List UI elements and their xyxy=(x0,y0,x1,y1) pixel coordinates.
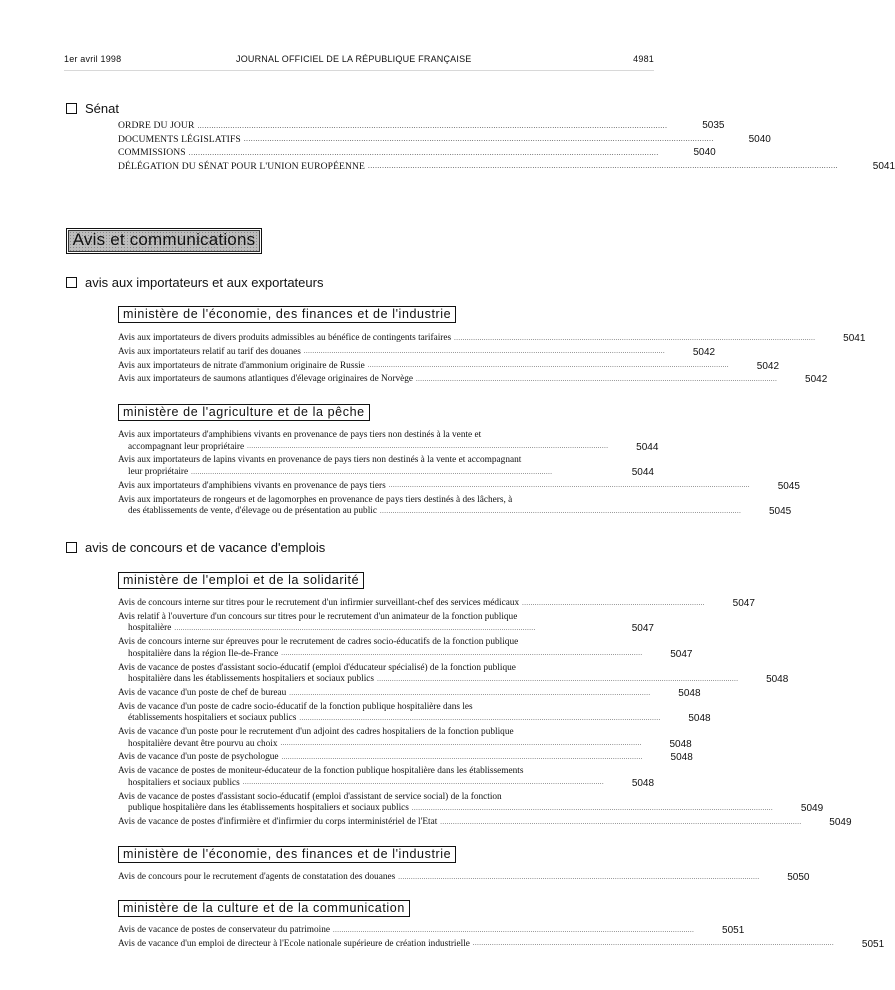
notice-text: Avis de vacance de postes de conservateur du patrimoine xyxy=(118,925,331,935)
notice-entry[interactable] xyxy=(118,333,866,345)
notice-entry[interactable] xyxy=(118,374,828,386)
notice-page: 5041 xyxy=(843,333,866,344)
journal-title: JOURNAL OFFICIEL DE LA RÉPUBLIQUE FRANÇAISE xyxy=(236,54,472,64)
notice-page: 5049 xyxy=(800,803,824,815)
notice-page: 5042 xyxy=(692,346,716,358)
notice-text: Avis relatif à l'ouverture d'un concours sur titres pour le recrutement d'un animateur de la fonction publique xyxy=(118,611,518,622)
concours-heading-text: avis de concours et de vacance d'emplois xyxy=(85,540,326,555)
notice-entry[interactable] xyxy=(118,455,654,478)
ministry-box: ministère de l'emploi et de la solidarité xyxy=(118,572,364,589)
notice-text: Avis de vacance d'un poste de chef de bureau xyxy=(118,687,287,698)
dot-leader: .......................................................................................................................................................................... xyxy=(388,482,750,490)
dot-leader: .......................................................................................................................................................................... xyxy=(411,804,774,812)
notice-entry[interactable] xyxy=(118,430,659,453)
ministry-box: ministère de l'économie, des finances et de l'industrie xyxy=(118,846,456,863)
dot-leader: ........................................................................................................................................................................................................ xyxy=(197,121,668,130)
toc-item[interactable] xyxy=(118,133,771,147)
toc-item-label: DOCUMENTS LÉGISLATIFS xyxy=(118,133,241,145)
notice-page: 5048 xyxy=(678,687,701,699)
notice-text: Avis de vacance d'un emploi de directeur à l'Ecole nationale supérieure de création industrielle xyxy=(118,938,470,949)
toc-item-page: 5040 xyxy=(693,147,716,159)
checkbox-icon xyxy=(66,542,77,553)
dot-leader: ...................................................................................... xyxy=(522,599,705,607)
notice-text-cont: hospitaliers et sociaux publics xyxy=(128,777,240,788)
notice-page: 5044 xyxy=(631,466,654,478)
senat-heading-text: Sénat xyxy=(85,101,119,116)
notice-entry[interactable] xyxy=(118,925,745,937)
notice-text: Avis aux importateurs de lapins vivants en provenance de pays tiers non destinés à la vente et accompagnant xyxy=(118,455,522,466)
ministry-box: ministère de l'agriculture et de la pêche xyxy=(118,404,370,421)
notice-text-cont: publique hospitalière dans les établissements hospitaliers et sociaux publics xyxy=(128,803,409,814)
banner-text: Avis et communications xyxy=(68,230,260,252)
notice-text: Avis aux importateurs de saumons atlantiques d'élevage originaires de Norvège xyxy=(118,374,414,385)
dot-leader: ........................................................................................................................................................................................................ xyxy=(188,148,659,157)
toc-item[interactable] xyxy=(118,160,895,174)
dot-leader: .......................................................................................................................................................................... xyxy=(242,779,605,787)
notice-text: Avis aux importateurs d'amphibiens vivants en provenance de pays tiers xyxy=(118,480,386,491)
toc-item-page: 5041 xyxy=(872,160,895,172)
notice-entry[interactable] xyxy=(118,701,711,725)
toc-item-label: COMMISSIONS xyxy=(118,147,186,159)
notice-text: Avis de vacance de postes de moniteur-éducateur de la fonction publique hospitalière dans les établissements xyxy=(118,766,524,777)
importateurs-heading-text: avis aux importateurs et aux exportateurs xyxy=(85,275,324,290)
notice-text-cont: établissements hospitaliers et sociaux publics xyxy=(128,713,297,724)
toc-item-label: DÉLÉGATION DU SÉNAT POUR L'UNION EUROPÉENNE xyxy=(118,160,366,172)
notice-text: Avis de vacance de postes d'assistant socio-éducatif (emploi d'éducateur spécialisé) de la fonction publique xyxy=(118,662,516,673)
notice-page: 5044 xyxy=(636,441,659,453)
dot-leader: ........................................................................................................................................................................................................ xyxy=(243,135,714,144)
ministry-entries xyxy=(118,872,810,886)
dot-leader: .......................................................................................................................................................................... xyxy=(416,375,778,383)
ministry-entries xyxy=(118,598,852,831)
dot-leader: .......................................................................................................................................................................... xyxy=(367,362,730,370)
notice-entry[interactable] xyxy=(118,612,654,635)
importateurs-heading xyxy=(66,275,323,290)
concours-heading xyxy=(66,540,325,555)
notice-text-cont: hospitalière devant être pourvu au choix xyxy=(128,738,278,749)
dot-leader: .......................................................................................................................................................................... xyxy=(333,926,695,934)
notice-page: 5048 xyxy=(766,674,789,686)
senat-toc xyxy=(118,119,895,173)
notice-entry[interactable] xyxy=(118,766,654,789)
notice-entry[interactable] xyxy=(118,637,693,660)
notice-entry[interactable] xyxy=(118,346,716,359)
notice-text: Avis aux importateurs relatif au tarif des douanes xyxy=(118,346,301,357)
notice-entry[interactable] xyxy=(118,872,810,884)
dot-leader: .......................................................................................................................................................................... xyxy=(440,818,802,826)
dot-leader: .......................................................................................................................................................................... xyxy=(299,714,661,722)
dot-leader: .......................................................................................................................................................................... xyxy=(247,443,609,451)
notice-page: 5048 xyxy=(688,713,711,725)
ministry-entries xyxy=(118,430,800,520)
notice-text-cont: accompagnant leur propriétaire xyxy=(128,441,245,452)
notice-text: Avis aux importateurs de rongeurs et de lagomorphes en provenance de pays tiers destinés à des lâchers, à xyxy=(118,494,513,505)
notice-text-cont: leur propriétaire xyxy=(128,466,189,477)
notice-page: 5047 xyxy=(732,598,755,609)
dot-leader: .......................................................................................................................................................................... xyxy=(377,675,739,683)
notice-text-cont: hospitalière xyxy=(128,623,172,634)
dot-leader: .......................................................................................................................................................................... xyxy=(281,754,643,762)
notice-entry[interactable] xyxy=(118,727,692,750)
ministry-box: ministère de l'économie, des finances et de l'industrie xyxy=(118,306,456,323)
page-header xyxy=(64,54,654,68)
checkbox-icon xyxy=(66,103,77,114)
notice-text: Avis de vacance de postes d'assistant socio-éducatif (emploi d'assistant de service social) de la fonction xyxy=(118,791,502,802)
dot-leader: .......................................................................................................................................................................... xyxy=(380,507,742,515)
notice-entry[interactable] xyxy=(118,598,755,610)
dot-leader: .......................................................................................................................................................................... xyxy=(281,650,643,658)
notice-page: 5049 xyxy=(829,816,852,828)
notice-page: 5048 xyxy=(631,777,655,789)
notice-page: 5047 xyxy=(670,648,693,660)
notice-text: Avis de concours interne sur titres pour le recrutement d'un infirmier surveillant-chef des services médicaux xyxy=(118,598,520,608)
toc-item[interactable] xyxy=(118,119,725,133)
notice-page: 5042 xyxy=(805,374,828,386)
notice-page: 5051 xyxy=(861,938,885,950)
ministry-entries xyxy=(118,333,866,388)
notice-entry[interactable] xyxy=(118,494,792,518)
dot-leader: .......................................................................................................................................................................... xyxy=(398,873,760,881)
notice-entry[interactable] xyxy=(118,752,693,764)
checkbox-icon xyxy=(66,277,77,288)
notice-page: 5045 xyxy=(769,506,792,518)
toc-item[interactable] xyxy=(118,146,716,160)
notice-entry[interactable] xyxy=(118,360,780,373)
notice-page: 5051 xyxy=(722,925,745,936)
notice-entry[interactable] xyxy=(118,480,800,493)
section-banner xyxy=(66,228,262,254)
notice-text-cont: hospitalière dans la région Ile-de-France xyxy=(128,648,279,659)
page-number: 4981 xyxy=(633,54,654,64)
notice-text: Avis de vacance d'un poste de cadre socio-éducatif de la fonction publique hospitalière dans les xyxy=(118,701,473,712)
notice-text-cont: des établissements de vente, d'élevage ou de présentation au public xyxy=(128,506,377,517)
dot-leader: .......................................................................................................................................................................... xyxy=(303,348,666,356)
toc-item-page: 5040 xyxy=(748,133,771,145)
notice-page: 5050 xyxy=(787,872,810,883)
notice-entry[interactable] xyxy=(118,816,852,829)
dot-leader: .......................................................................................................................................................................... xyxy=(280,740,642,748)
ministry-entries xyxy=(118,925,885,953)
notice-entry[interactable] xyxy=(118,938,885,951)
dot-leader: .......................................................................................................................................................................... xyxy=(174,624,536,632)
notice-entry[interactable] xyxy=(118,662,789,686)
notice-page: 5045 xyxy=(777,480,800,492)
notice-page: 5047 xyxy=(631,623,654,635)
notice-page: 5048 xyxy=(670,752,693,764)
dot-leader: .......................................................................................................................................................................... xyxy=(454,334,816,342)
notice-text: Avis de concours pour le recrutement d'agents de constatation des douanes xyxy=(118,872,396,882)
dot-leader: .......................................................................................................................................................................... xyxy=(289,689,651,697)
notice-text: Avis aux importateurs de divers produits admissibles au bénéfice de contingents tarifaires xyxy=(118,333,452,343)
ministry-box: ministère de la culture et de la communication xyxy=(118,900,410,917)
notice-text: Avis de vacance d'un poste pour le recrutement d'un adjoint des cadres hospitaliers de la fonction publique xyxy=(118,727,514,738)
notice-page: 5042 xyxy=(756,360,780,372)
notice-text: Avis aux importateurs de nitrate d'ammonium originaire de Russie xyxy=(118,360,365,371)
notice-entry[interactable] xyxy=(118,791,824,815)
header-divider xyxy=(64,70,654,71)
dot-leader: ........................................................................................................................................................................................................ xyxy=(368,162,839,171)
notice-text: Avis aux importateurs d'amphibiens vivants en provenance de pays tiers non destinés à la vente et xyxy=(118,430,482,440)
notice-text-cont: hospitalière dans les établissements hospitaliers et sociaux publics xyxy=(128,674,375,685)
toc-item-label: ORDRE DU JOUR xyxy=(118,120,195,131)
senat-heading xyxy=(66,101,119,116)
notice-text: Avis de vacance de postes d'infirmière et d'infirmier du corps interministériel de l'Etat xyxy=(118,816,438,827)
dot-leader: .......................................................................................................................................................................... xyxy=(191,468,553,476)
toc-item-page: 5035 xyxy=(702,120,725,131)
notice-entry[interactable] xyxy=(118,687,701,700)
notice-page: 5048 xyxy=(669,738,692,750)
notice-text: Avis de concours interne sur épreuves pour le recrutement de cadres socio-éducatifs de la fonction publique xyxy=(118,637,519,648)
issue-date: 1er avril 1998 xyxy=(64,54,122,64)
dot-leader: .......................................................................................................................................................................... xyxy=(472,940,835,948)
notice-text: Avis de vacance d'un poste de psychologue xyxy=(118,752,279,763)
